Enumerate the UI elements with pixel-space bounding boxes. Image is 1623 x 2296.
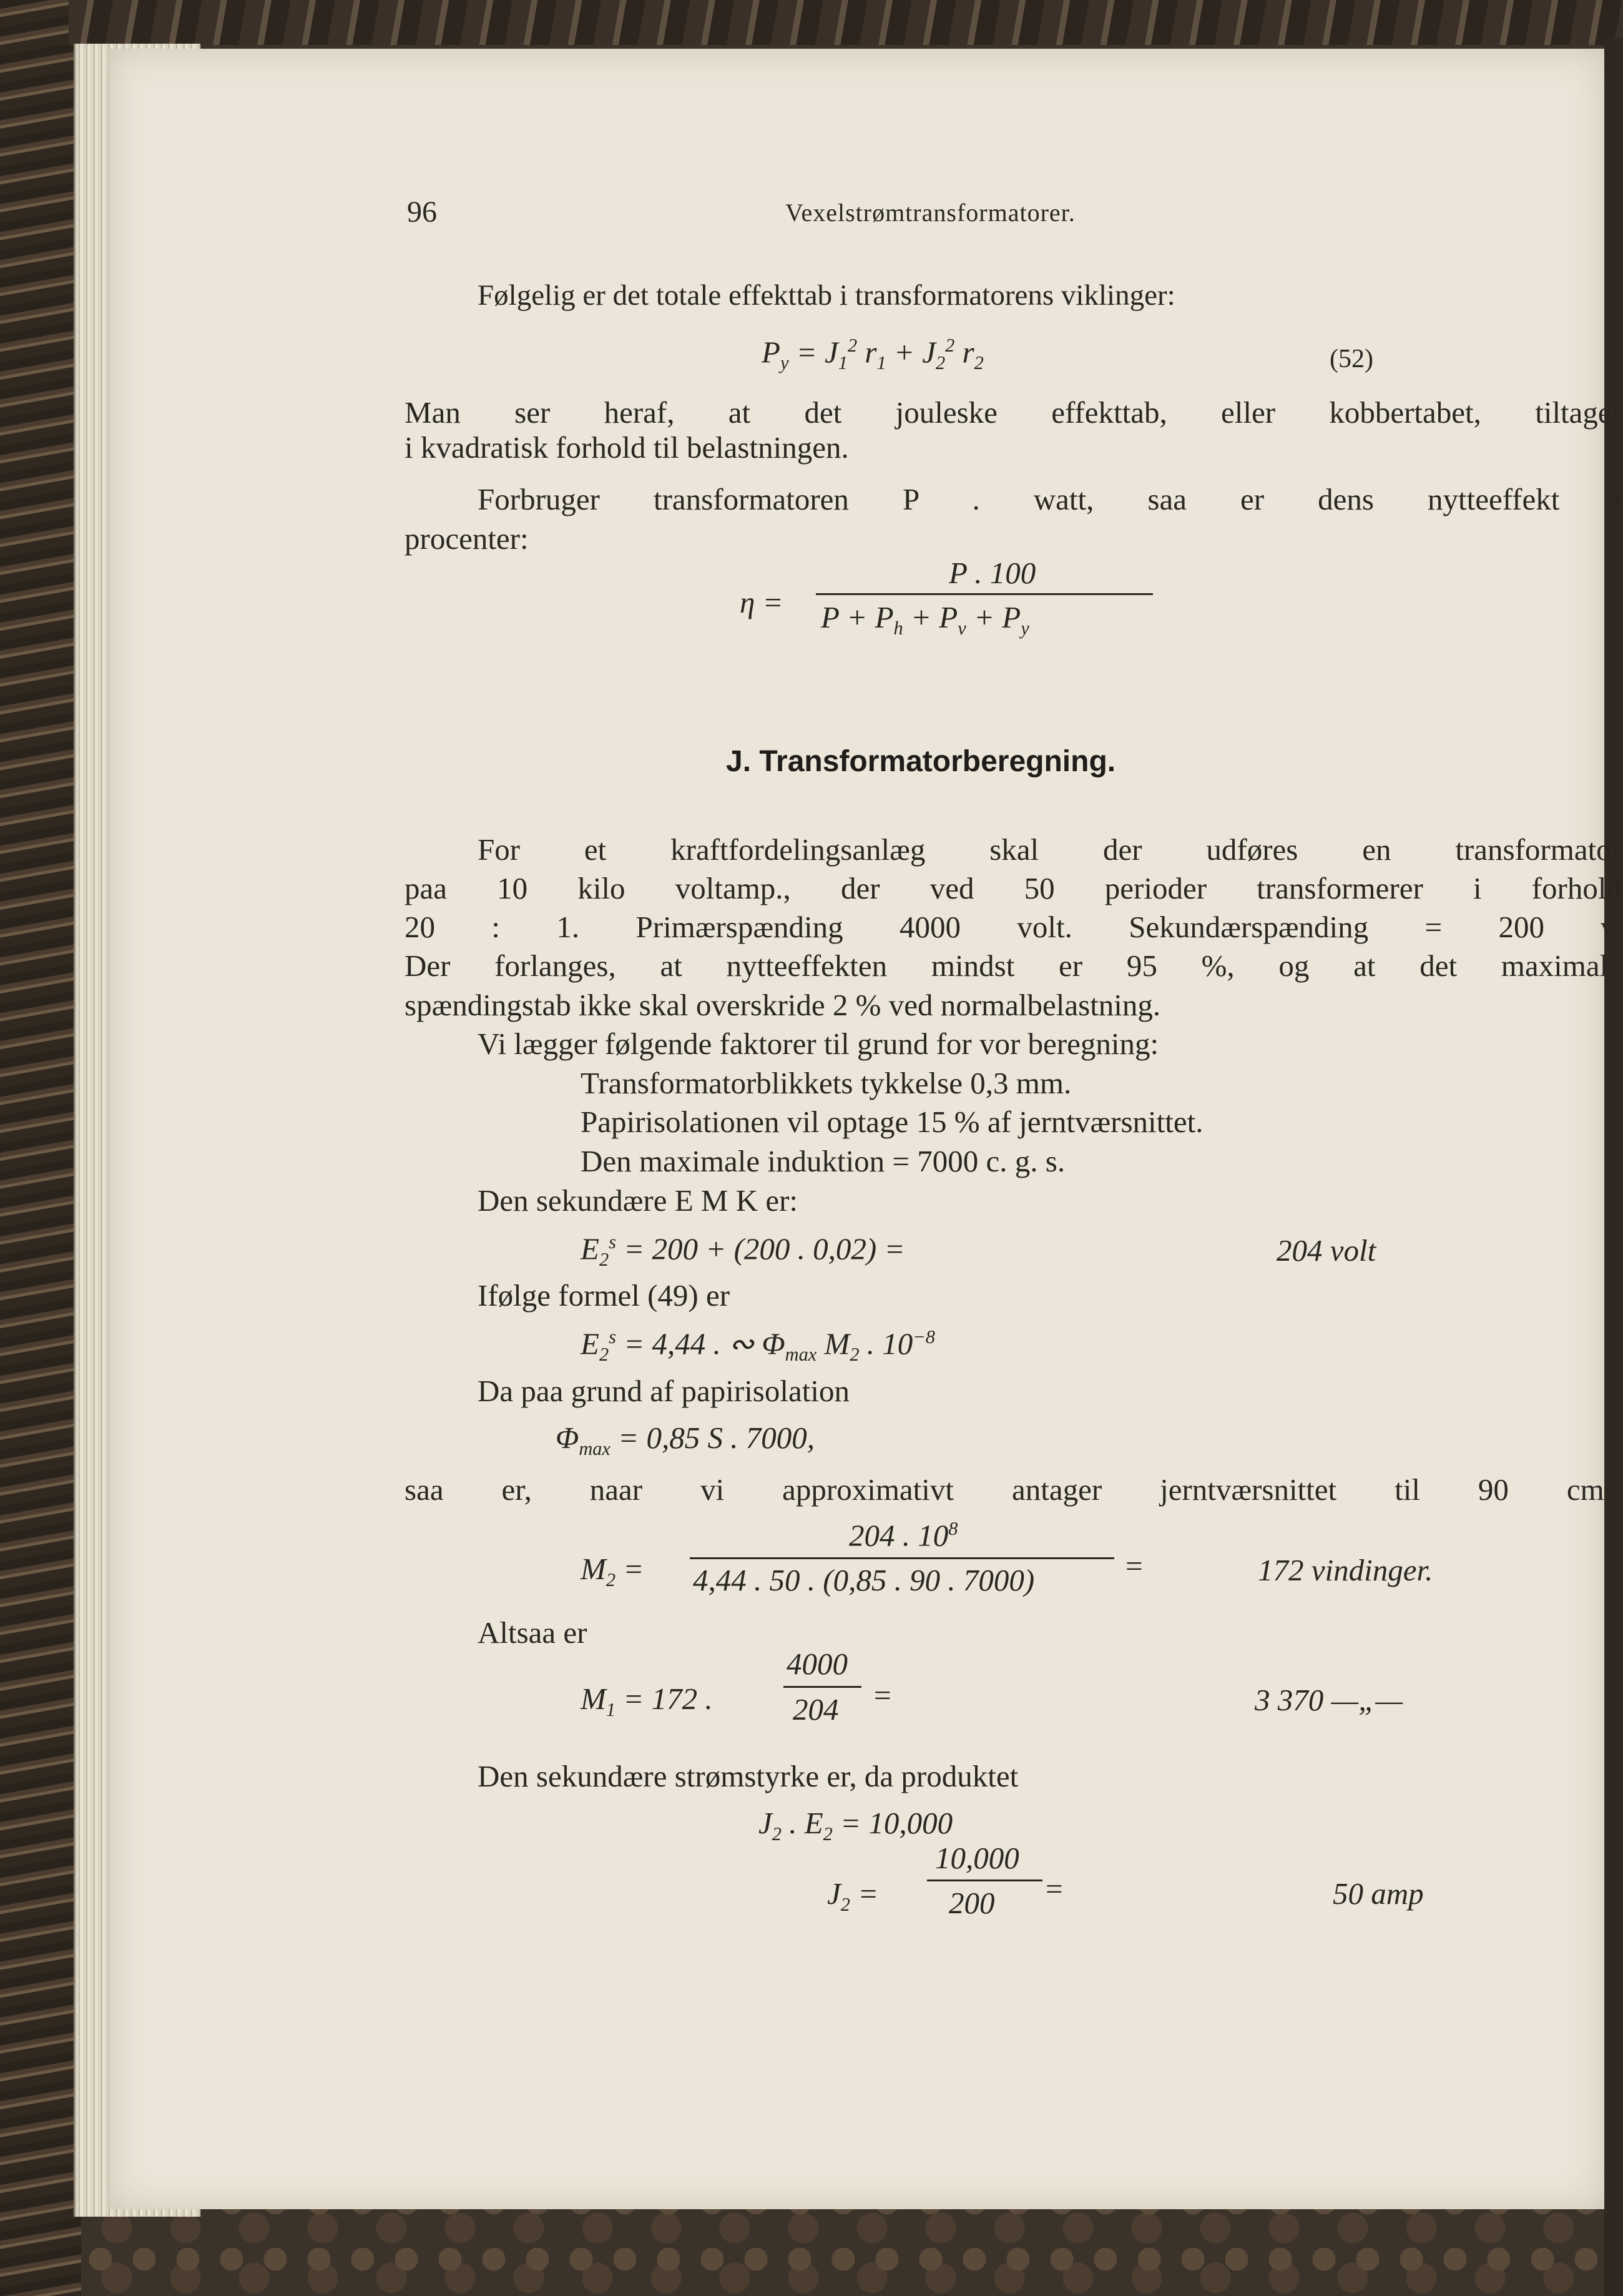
fraction-bar [783, 1686, 861, 1688]
m2-result: 172 vindinger. [1258, 1553, 1433, 1587]
equation-number: (52) [1330, 345, 1373, 373]
running-title: Vexelstrømtransformatorer. [785, 199, 1076, 227]
text-line: For et kraftfordelingsanlæg skal der udføres en transformator [478, 832, 1622, 867]
text-line: Den sekundære strømstyrke er, da produktet [478, 1759, 1019, 1793]
j2-denominator: 200 [949, 1886, 995, 1920]
m1-numerator: 4000 [787, 1647, 848, 1681]
fraction-bar [927, 1880, 1042, 1881]
text-line: paa 10 kilo voltamp., der ved 50 perioder transformerer i forhold [405, 871, 1622, 905]
book-binding [0, 0, 81, 2296]
factor-item: Papirisolationen vil optage 15 % af jerntværsnittet. [581, 1105, 1204, 1139]
section-heading: J. Transformatorberegning. [726, 745, 1116, 778]
text-line: Da paa grund af papirisolation [478, 1374, 850, 1408]
text-line: 20 : 1. Primærspænding 4000 volt. Sekundærspænding = 200 v. [405, 910, 1622, 944]
book-page [109, 49, 1622, 2209]
text-line: i kvadratisk forhold til belastningen. [405, 430, 849, 465]
text-line: spændingstab ikke skal overskride 2 % ved normalbelastning. [405, 988, 1161, 1022]
page-number: 96 [407, 195, 437, 229]
text-line: Forbruger transformatoren P . watt, saa er dens nytteeffekt i [478, 482, 1622, 516]
equals-sign: = [1046, 1871, 1063, 1906]
cover-right-edge [1604, 37, 1623, 2296]
factor-item: Den maximale induktion = 7000 c. g. s. [581, 1144, 1066, 1178]
equation: $\Phi_{max} = 0,85$ S . 7000, [556, 1421, 815, 1459]
m2-lhs: $M_2$ = [581, 1552, 644, 1590]
text-line: Vi lægger følgende faktorer til grund for vor beregning: [478, 1027, 1159, 1061]
text-line: saa er, naar vi approximativt antager jerntværsnittet til 90 cm²: [405, 1472, 1622, 1507]
equation: $E_2^s = 4,44$ . ∾ $\Phi_{max}$ $M_2$ . $10^{-8}$ [581, 1326, 935, 1366]
j2-lhs: $J_2$ = [827, 1876, 879, 1915]
j2-numerator: 10,000 [935, 1841, 1019, 1875]
j2-result: 50 amp [1333, 1876, 1424, 1911]
m2-denominator: 4,44 . 50 . (0,85 . 90 . 7000) [693, 1563, 1035, 1597]
text-line: Følgelig er det totale effekttab i transformatorens viklinger: [478, 279, 1175, 312]
text-line: procenter: [405, 521, 529, 556]
factor-item: Transformatorblikkets tykkelse 0,3 mm. [581, 1066, 1072, 1100]
equation: $J_2$ . $E_2 = 10,000$ [758, 1806, 953, 1845]
equation-52: $P_y = J_1^2$ $r_1 + J_2^2$ $r_2$ [762, 335, 984, 374]
eta-denominator: $P + P_h + P_v + P_y$ [821, 600, 1029, 639]
text-line: Der forlanges, at nytteeffekten mindst er 95 %, og at det maximale [405, 948, 1622, 983]
fraction-bar [816, 593, 1153, 595]
equals-sign: = [1125, 1549, 1143, 1583]
text-line: Man ser heraf, at det jouleske effekttab, eller kobbertabet, tiltager [405, 395, 1622, 430]
cover-edge [69, 0, 1623, 45]
equation: $E_2^s = 200 + (200$ . 0,02) = [581, 1231, 905, 1271]
equation-result: 204 volt [1277, 1233, 1376, 1268]
eta-lhs: η = [740, 585, 783, 619]
m1-result: 3 370 —„— [1255, 1683, 1403, 1717]
text-line: Altsaa er [478, 1615, 587, 1650]
eta-numerator: P . 100 [949, 556, 1036, 590]
text-line: Den sekundære E M K er: [478, 1183, 798, 1218]
fraction-bar [690, 1557, 1114, 1559]
m2-numerator: 204 . $10^8$ [849, 1518, 958, 1553]
m1-denominator: 204 [793, 1692, 839, 1727]
equals-sign: = [874, 1678, 891, 1712]
text-line: Ifølge formel (49) er [478, 1278, 730, 1313]
m1-lhs: $M_1 = 172$ . [581, 1682, 713, 1720]
